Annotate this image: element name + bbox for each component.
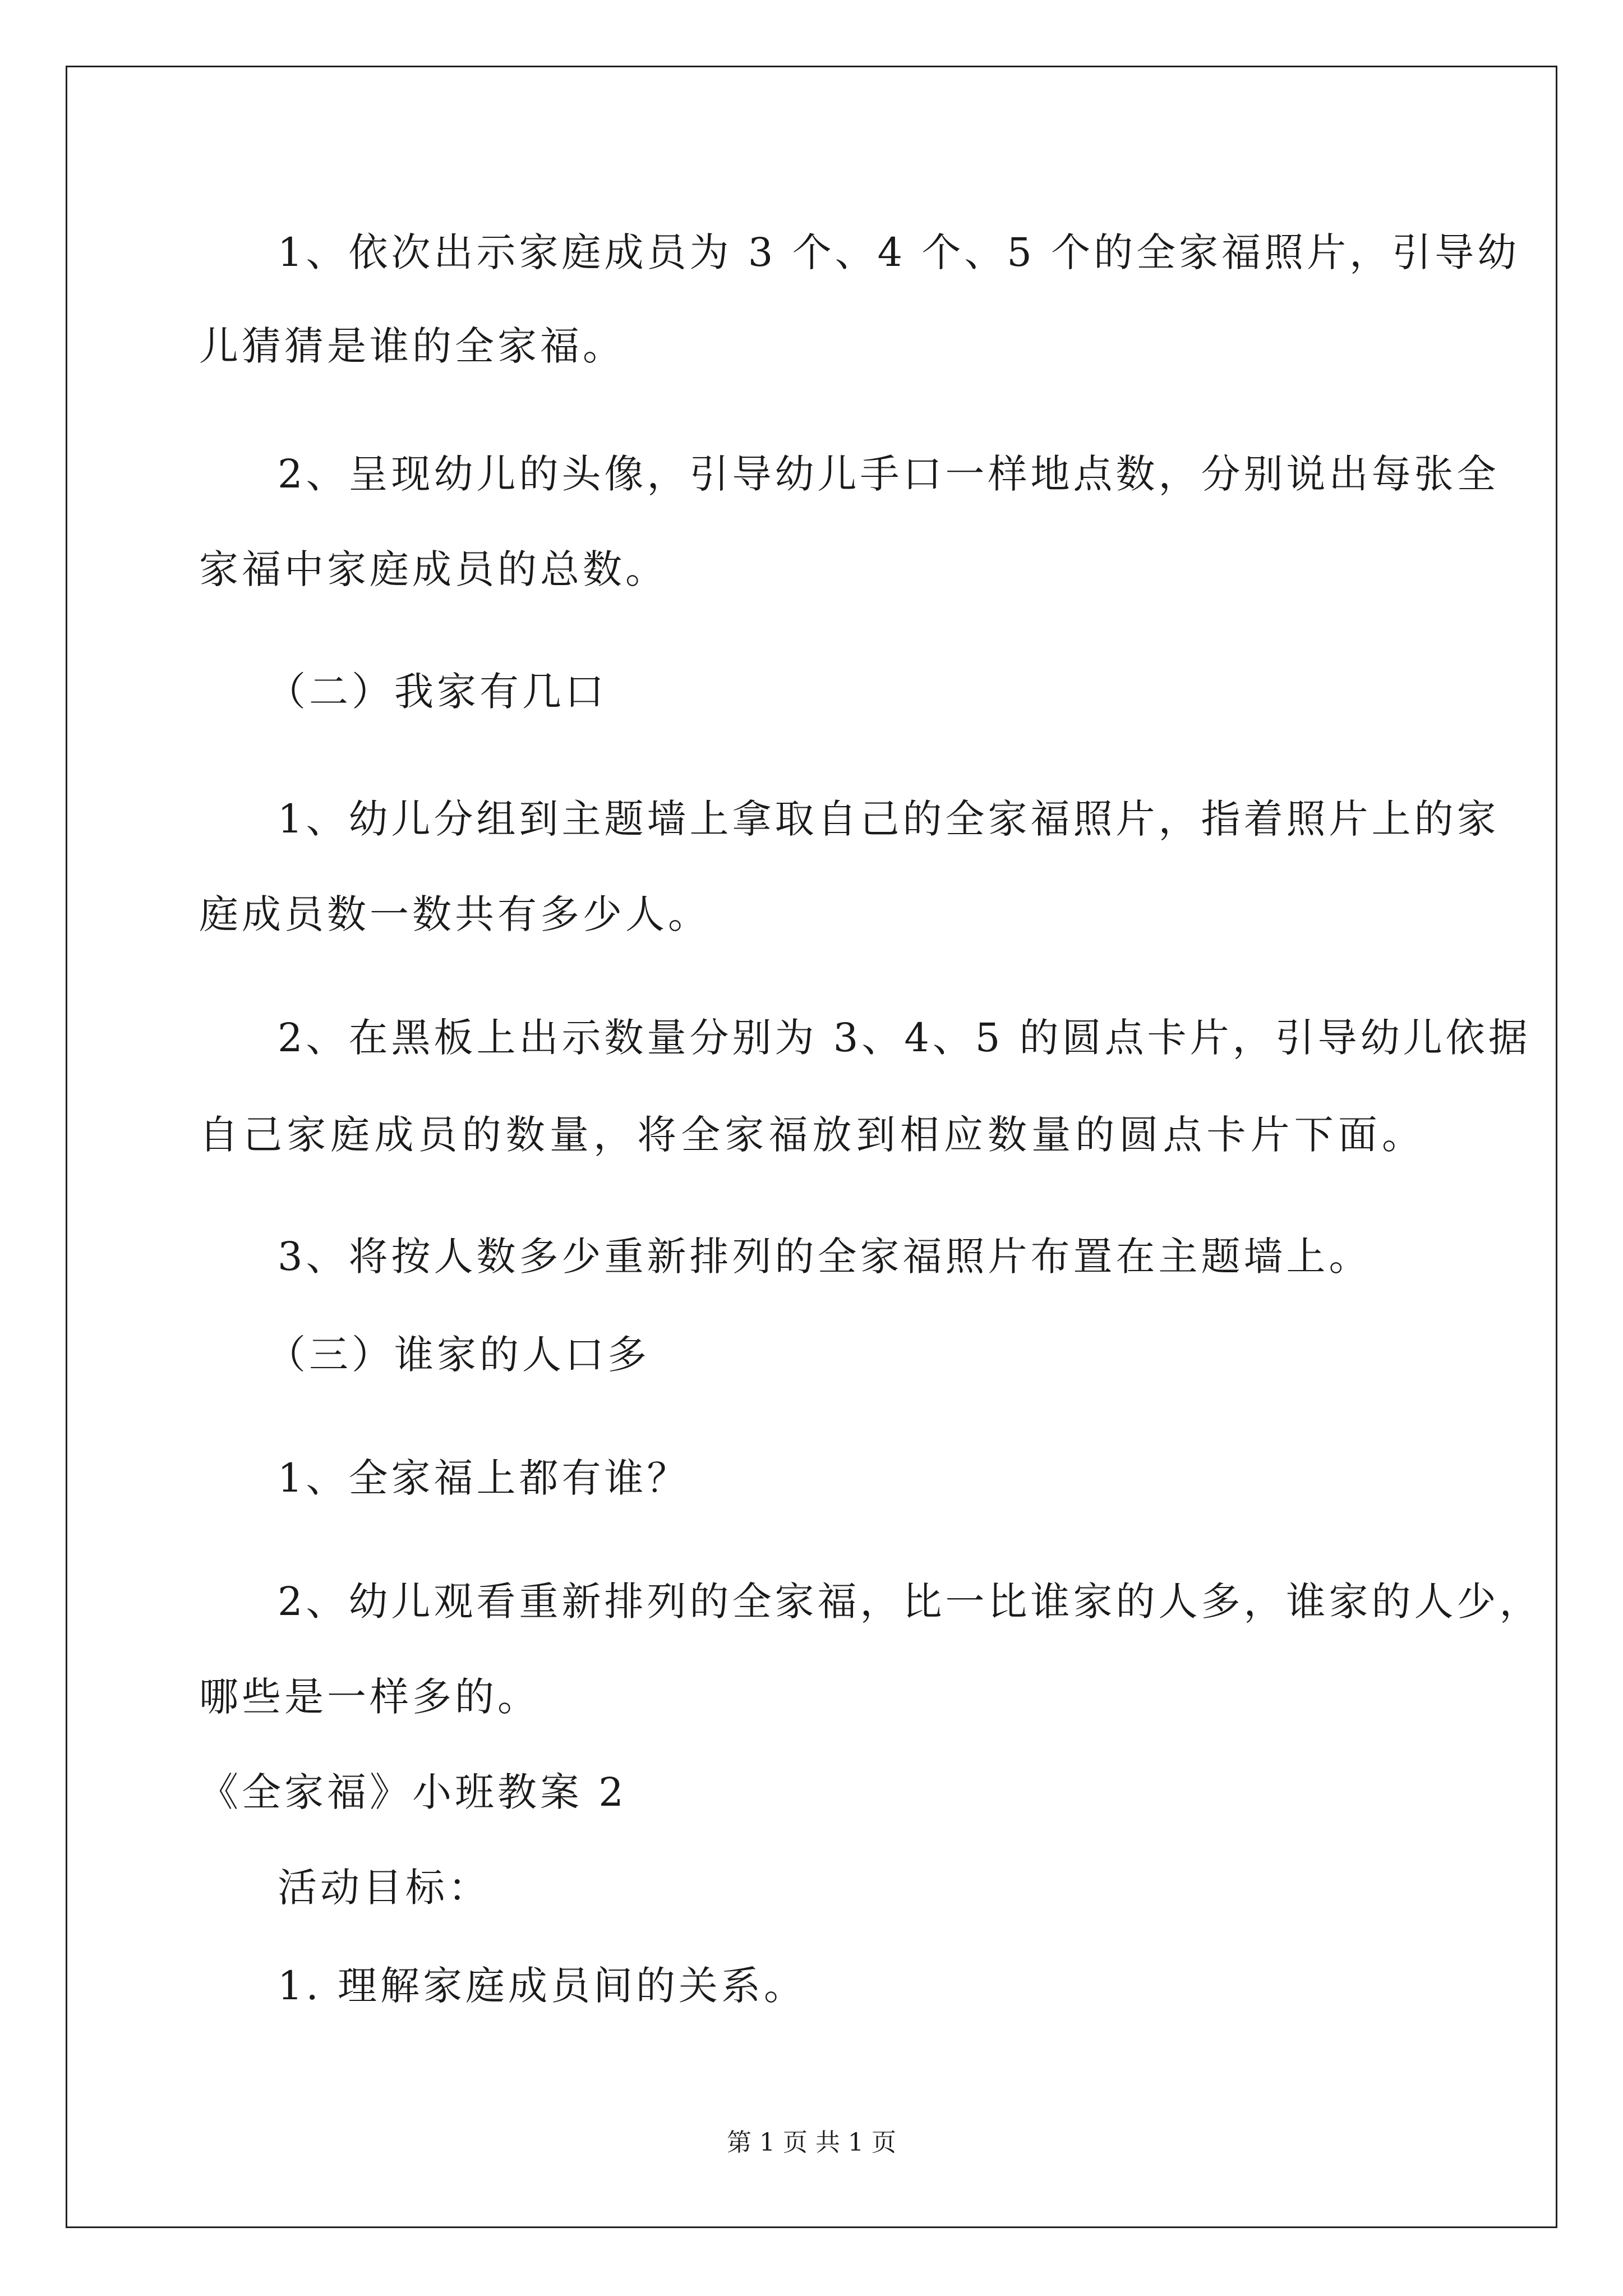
paragraph-line: 1、幼儿分组到主题墙上拿取自己的全家福照片，指着照片上的家 — [278, 796, 1500, 842]
paragraph-line: 家福中家庭成员的总数。 — [199, 546, 668, 592]
paragraph-line: 2、幼儿观看重新排列的全家福，比一比谁家的人多，谁家的人少， — [278, 1579, 1542, 1625]
section-heading: （二）我家有几口 — [266, 669, 607, 715]
paragraph-line: 2、呈现幼儿的头像，引导幼儿手口一样地点数，分别说出每张全 — [278, 451, 1500, 497]
paragraph-line: 哪些是一样多的。 — [199, 1674, 540, 1720]
paragraph-line: 自己家庭成员的数量，将全家福放到相应数量的圆点卡片下面。 — [199, 1112, 1424, 1158]
section-heading: 活动目标： — [278, 1865, 491, 1911]
paragraph-line: 儿猜猜是谁的全家福。 — [199, 323, 625, 369]
paragraph-line: 1、依次出示家庭成员为 3 个、4 个、5 个的全家福照片，引导幼 — [278, 229, 1520, 275]
section-heading: （三）谁家的人口多 — [266, 1332, 650, 1378]
document-title: 《全家福》小班教案 2 — [199, 1769, 627, 1815]
paragraph-line: 庭成员数一数共有多少人。 — [199, 891, 711, 937]
paragraph-line: 1. 理解家庭成员间的关系。 — [278, 1963, 807, 2009]
page-number-footer: 第 1 页 共 1 页 — [727, 2128, 896, 2157]
paragraph-line: 1、全家福上都有谁？ — [278, 1455, 690, 1501]
paragraph-line: 2、在黑板上出示数量分别为 3、4、5 的圆点卡片，引导幼儿依据 — [278, 1015, 1531, 1061]
paragraph-line: 3、将按人数多少重新排列的全家福照片布置在主题墙上。 — [278, 1234, 1372, 1280]
